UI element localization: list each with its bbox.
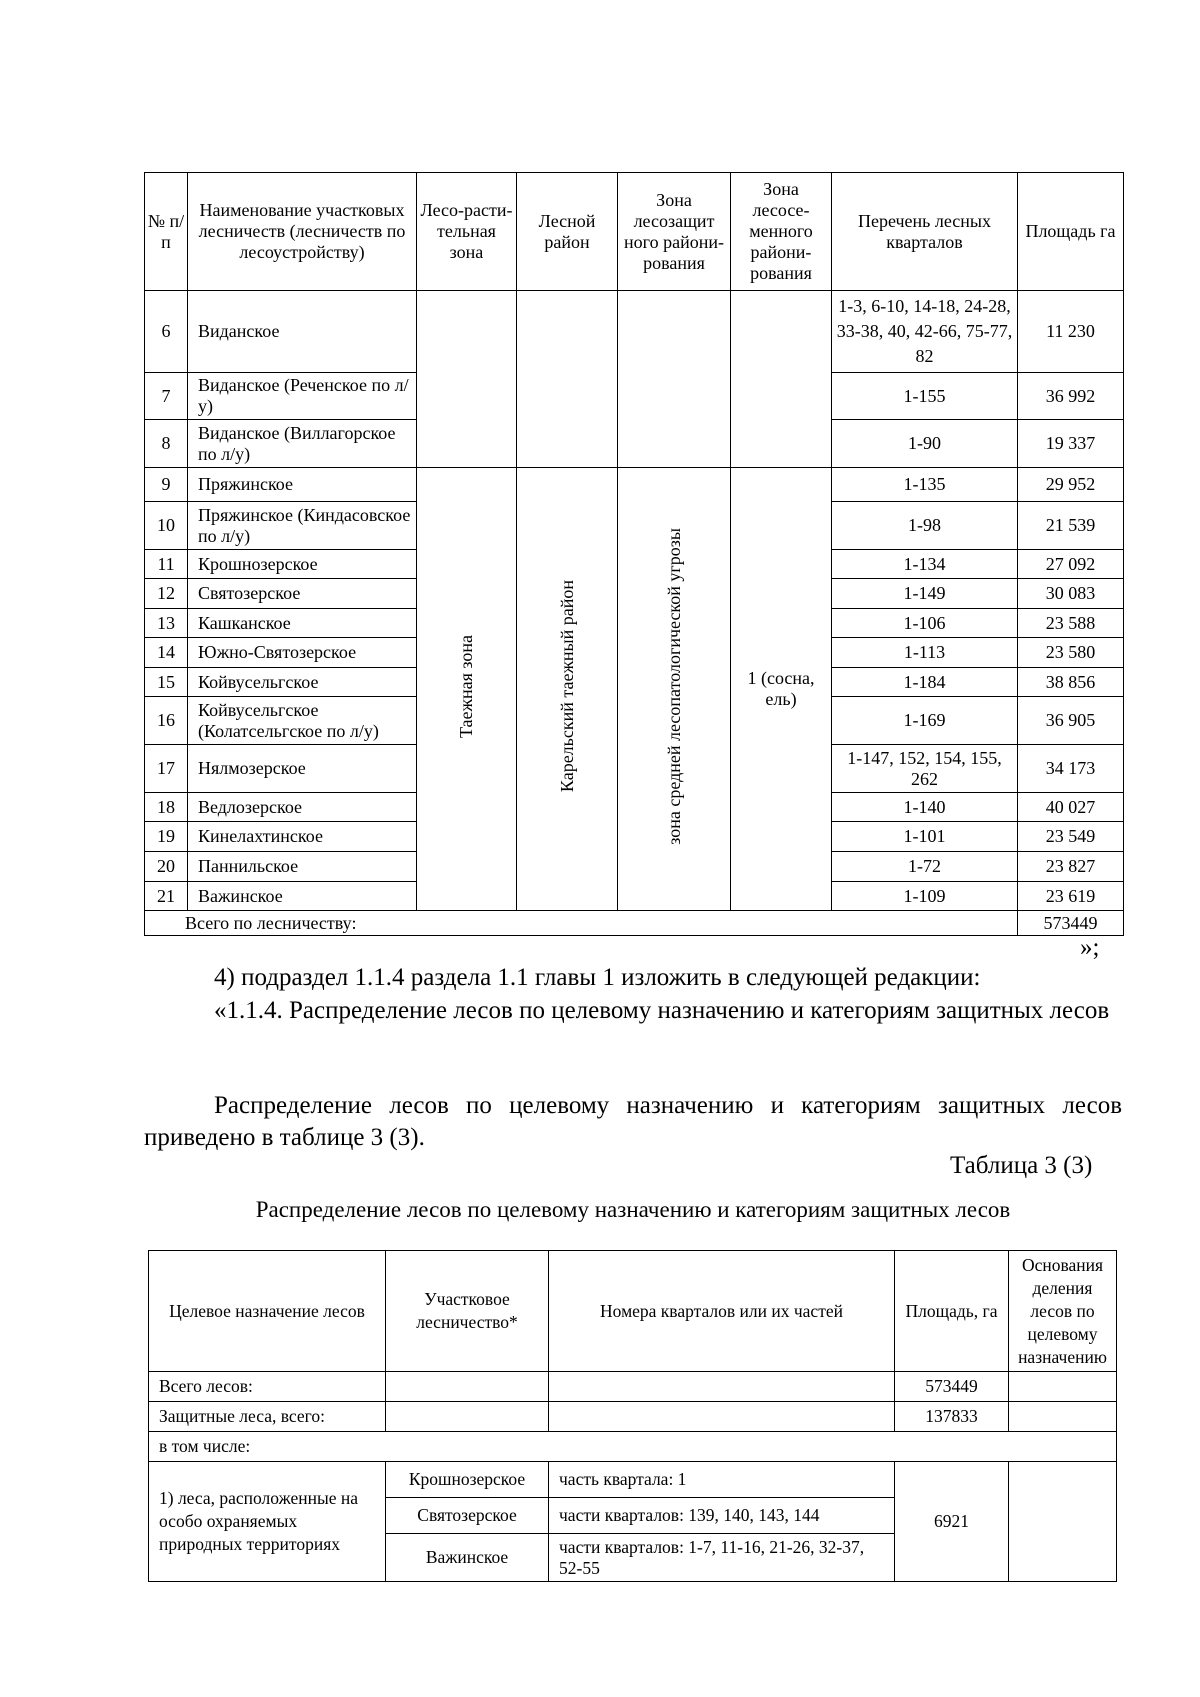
- row-forestry: Святозерское: [386, 1498, 549, 1534]
- group-area: 6921: [895, 1462, 1009, 1582]
- header-quarters: Перечень лесных кварталов: [832, 173, 1018, 291]
- row-num: 14: [145, 638, 188, 668]
- row-num: 19: [145, 822, 188, 852]
- protect-zone-cell: [618, 468, 731, 911]
- header-zone: Лесо-расти-тельная зона: [417, 173, 517, 291]
- table-row: [145, 468, 1124, 502]
- row-area: 21 539: [1018, 502, 1124, 550]
- header-protect-zone: Зона лесозащит ного райони-рования: [618, 173, 731, 291]
- row-area: 23 619: [1018, 882, 1124, 911]
- section-heading: «1.1.4. Распределение лесов по целевому назначению и категориям защитных лесов: [214, 997, 1110, 1024]
- row-num: 10: [145, 502, 188, 550]
- row-quarters: 1-101: [832, 822, 1018, 852]
- row-num: 21: [145, 882, 188, 911]
- row-quarters: 1-109: [832, 882, 1018, 911]
- forest-purpose-table: [148, 1250, 1117, 1582]
- table-header-row: [149, 1251, 1117, 1372]
- row-area: 23 580: [1018, 638, 1124, 668]
- row-name: Пряжинское: [188, 468, 417, 502]
- row-quarters: 1-155: [832, 373, 1018, 420]
- row-area: 36 905: [1018, 697, 1124, 745]
- row-area: 27 092: [1018, 550, 1124, 579]
- row-quarters: 1-72: [832, 852, 1018, 882]
- row-num: 12: [145, 579, 188, 609]
- header-num: № п/п: [145, 173, 188, 291]
- row-name: Ведлозерское: [188, 793, 417, 822]
- row-num: 16: [145, 697, 188, 745]
- row-area: 23 588: [1018, 609, 1124, 638]
- header-purpose: Целевое назначение лесов: [149, 1251, 386, 1372]
- row-quarters: 1-149: [832, 579, 1018, 609]
- row-quarters: части кварталов: 1-7, 11-16, 21-26, 32-37, 52-55: [549, 1534, 895, 1582]
- empty-cell: [1009, 1462, 1117, 1582]
- purpose-protected-areas: 1) леса, расположенные на особо охраняемых природных территориях: [149, 1462, 386, 1582]
- row-name: Кашканское: [188, 609, 417, 638]
- header-name: Наименование участковых лесничеств (лесничеств по лесоустройству): [188, 173, 417, 291]
- row-name: Виданское: [188, 291, 417, 373]
- row-quarters: 1-3, 6-10, 14-18, 24-28, 33-38, 40, 42-66, 75-77, 82: [832, 291, 1018, 373]
- row-area: 36 992: [1018, 373, 1124, 420]
- header-seed-zone: Зона лесосе-менного райони-рования: [731, 173, 832, 291]
- row-forestry: Крошнозерское: [386, 1462, 549, 1498]
- row-name: Койвусельгское (Колатсельгское по л/у): [188, 697, 417, 745]
- row-area: 23 549: [1018, 822, 1124, 852]
- table-row: [149, 1432, 1117, 1462]
- row-quarters: 1-184: [832, 668, 1018, 697]
- row-area: 38 856: [1018, 668, 1124, 697]
- amendment-item-4: 4) подраздел 1.1.4 раздела 1.1 главы 1 изложить в следующей редакции:: [214, 964, 981, 991]
- row-name: Святозерское: [188, 579, 417, 609]
- empty-cell: [1009, 1372, 1117, 1402]
- empty-cell: [731, 291, 832, 468]
- row-quarters: 1-106: [832, 609, 1018, 638]
- empty-cell: [618, 291, 731, 468]
- header-area: Площадь га: [1018, 173, 1124, 291]
- including-label: в том числе:: [149, 1432, 1117, 1462]
- row-name: Крошнозерское: [188, 550, 417, 579]
- forestry-table: [144, 172, 1124, 936]
- header-area: Площадь, га: [895, 1251, 1009, 1372]
- row-quarters: 1-134: [832, 550, 1018, 579]
- header-quarters: Номера кварталов или их частей: [549, 1251, 895, 1372]
- row-name: Виданское (Реченское по л/у): [188, 373, 417, 420]
- district-cell: [517, 468, 618, 911]
- row-quarters: часть квартала: 1: [549, 1462, 895, 1498]
- table-row: [145, 291, 1124, 373]
- row-quarters: 1-90: [832, 420, 1018, 468]
- row-name: Южно-Святозерское: [188, 638, 417, 668]
- row-quarters: 1-140: [832, 793, 1018, 822]
- row-area: 30 083: [1018, 579, 1124, 609]
- row-num: 7: [145, 373, 188, 420]
- row-num: 17: [145, 745, 188, 793]
- empty-cell: [386, 1402, 549, 1432]
- empty-cell: [549, 1402, 895, 1432]
- table-header-row: [145, 173, 1124, 291]
- total-value: 573449: [1018, 911, 1124, 936]
- table-number-label: Таблица 3 (3): [950, 1152, 1093, 1179]
- row-area: 34 173: [1018, 745, 1124, 793]
- row-name: Нялмозерское: [188, 745, 417, 793]
- row-area: 23 827: [1018, 852, 1124, 882]
- header-basis: Основания деления лесов по целевому назначению: [1009, 1251, 1117, 1372]
- row-quarters: 1-135: [832, 468, 1018, 502]
- row-area: 19 337: [1018, 420, 1124, 468]
- row-name: Виданское (Виллагорское по л/у): [188, 420, 417, 468]
- empty-cell: [386, 1372, 549, 1402]
- row-num: 15: [145, 668, 188, 697]
- empty-cell: [517, 291, 618, 468]
- table-row: [149, 1402, 1117, 1432]
- total-row: [145, 911, 1124, 936]
- row-num: 8: [145, 420, 188, 468]
- row-num: 20: [145, 852, 188, 882]
- table-row: [149, 1372, 1117, 1402]
- row-name: Важинское: [188, 882, 417, 911]
- row-quarters: 1-147, 152, 154, 155, 262: [832, 745, 1018, 793]
- row-area: 11 230: [1018, 291, 1124, 373]
- zone-cell: [417, 468, 517, 911]
- row-name: Кинелахтинское: [188, 822, 417, 852]
- row-num: 13: [145, 609, 188, 638]
- district-label: Карельский таежный район: [556, 580, 577, 793]
- empty-cell: [1009, 1402, 1117, 1432]
- header-district: Лесной район: [517, 173, 618, 291]
- zone-label: Таежная зона: [456, 635, 476, 738]
- row-area: 40 027: [1018, 793, 1124, 822]
- protective-label: Защитные леса, всего:: [149, 1402, 386, 1432]
- row-num: 11: [145, 550, 188, 579]
- protective-area: 137833: [895, 1402, 1009, 1432]
- section-paragraph: Распределение лесов по целевому назначению и категориям защитных лесов приведено в таблице 3 (3).: [144, 1092, 1122, 1151]
- row-quarters: 1-169: [832, 697, 1018, 745]
- row-num: 18: [145, 793, 188, 822]
- row-name: Пряжинское (Киндасовское по л/у): [188, 502, 417, 550]
- row-num: 6: [145, 291, 188, 373]
- header-forestry: Участковое лесничество*: [386, 1251, 549, 1372]
- row-forestry: Важинское: [386, 1534, 549, 1582]
- empty-cell: [417, 291, 517, 468]
- row-name: Паннильское: [188, 852, 417, 882]
- closing-quote: »;: [1080, 934, 1100, 961]
- protect-zone-label: зона средней лесопатологической угрозы: [663, 528, 684, 845]
- row-area: 29 952: [1018, 468, 1124, 502]
- row-num: 9: [145, 468, 188, 502]
- empty-cell: [549, 1372, 895, 1402]
- total-forests-area: 573449: [895, 1372, 1009, 1402]
- table-row: [149, 1462, 1117, 1498]
- total-forests-label: Всего лесов:: [149, 1372, 386, 1402]
- row-quarters: 1-98: [832, 502, 1018, 550]
- table-title: Распределение лесов по целевому назначению и категориям защитных лесов: [255, 1197, 1011, 1222]
- seed-zone-cell: 1 (сосна, ель): [731, 468, 832, 911]
- total-label: Всего по лесничеству:: [145, 911, 1018, 936]
- row-name: Койвусельгское: [188, 668, 417, 697]
- row-quarters: 1-113: [832, 638, 1018, 668]
- row-quarters: части кварталов: 139, 140, 143, 144: [549, 1498, 895, 1534]
